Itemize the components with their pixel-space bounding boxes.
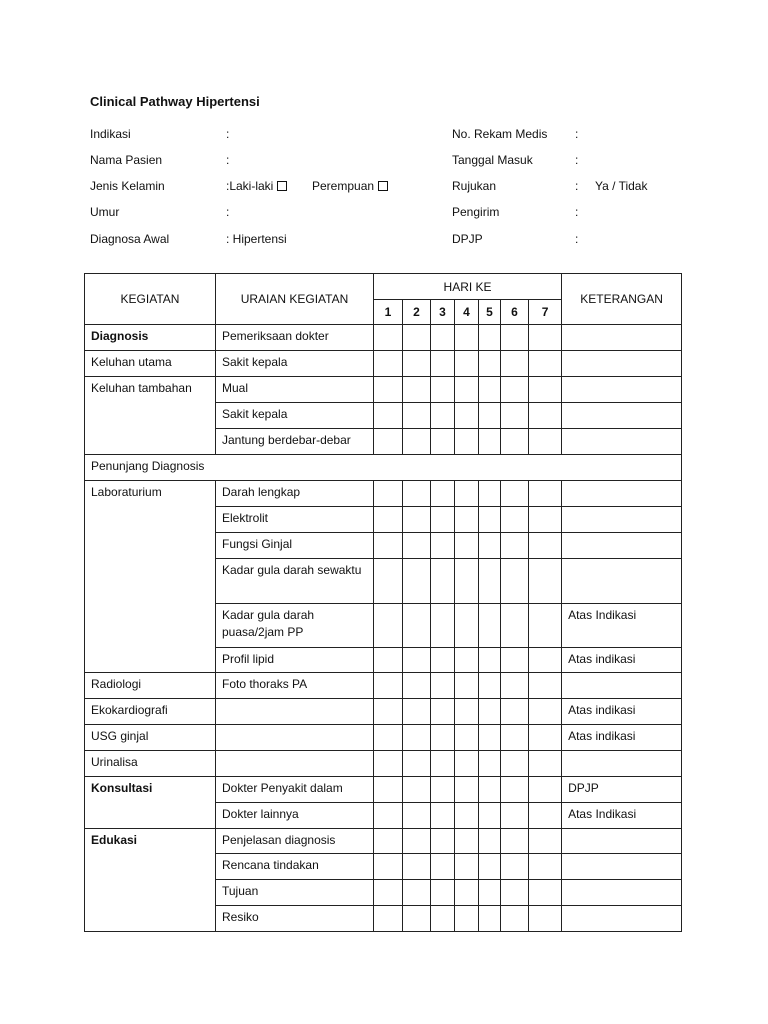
day-1-checkbox-cell[interactable] xyxy=(374,604,403,648)
day-5-checkbox-cell[interactable] xyxy=(479,673,501,699)
table-row xyxy=(85,699,682,725)
uraian-cell: Resiko xyxy=(216,906,374,932)
keterangan-cell xyxy=(562,533,682,559)
document-title: Clinical Pathway Hipertensi xyxy=(90,94,260,109)
keterangan-cell xyxy=(562,325,682,351)
day-2-checkbox-cell[interactable] xyxy=(403,325,431,351)
tanggal-masuk-value[interactable]: : xyxy=(575,153,579,167)
uraian-cell: Elektrolit xyxy=(216,507,374,533)
day-4-checkbox-cell[interactable] xyxy=(455,429,479,455)
keterangan-cell xyxy=(562,403,682,429)
day-1-checkbox-cell[interactable] xyxy=(374,403,403,429)
keterangan-cell xyxy=(562,673,682,699)
keterangan-cell xyxy=(562,880,682,906)
day-7-checkbox-cell[interactable] xyxy=(529,507,562,533)
day-1-checkbox-cell[interactable] xyxy=(374,559,403,604)
day-6-checkbox-cell[interactable] xyxy=(501,725,529,751)
day-7-checkbox-cell[interactable] xyxy=(529,803,562,829)
day-6-checkbox-cell[interactable] xyxy=(501,429,529,455)
keterangan-cell xyxy=(562,854,682,880)
kegiatan-cell: Diagnosis xyxy=(85,325,216,351)
day-5-checkbox-cell[interactable] xyxy=(479,906,501,932)
day-7-checkbox-cell[interactable] xyxy=(529,880,562,906)
day-header-7: 7 xyxy=(529,300,562,325)
jenis-kelamin-label: Jenis Kelamin xyxy=(90,179,165,193)
day-header-1: 1 xyxy=(374,300,403,325)
day-5-checkbox-cell[interactable] xyxy=(479,699,501,725)
day-header-6: 6 xyxy=(501,300,529,325)
day-5-checkbox-cell[interactable] xyxy=(479,751,501,777)
day-7-checkbox-cell[interactable] xyxy=(529,725,562,751)
table-row xyxy=(85,777,682,803)
day-2-checkbox-cell[interactable] xyxy=(403,777,431,803)
day-7-checkbox-cell[interactable] xyxy=(529,699,562,725)
uraian-cell: Darah lengkap xyxy=(216,481,374,507)
keterangan-cell: Atas Indikasi xyxy=(562,604,682,648)
day-1-checkbox-cell[interactable] xyxy=(374,429,403,455)
kegiatan-cell: Ekokardiografi xyxy=(85,699,216,725)
day-1-checkbox-cell[interactable] xyxy=(374,880,403,906)
kegiatan-cell: USG ginjal xyxy=(85,725,216,751)
day-6-checkbox-cell[interactable] xyxy=(501,880,529,906)
day-5-checkbox-cell[interactable] xyxy=(479,854,501,880)
day-2-checkbox-cell[interactable] xyxy=(403,880,431,906)
day-7-checkbox-cell[interactable] xyxy=(529,325,562,351)
table-row xyxy=(85,351,682,377)
day-7-checkbox-cell[interactable] xyxy=(529,481,562,507)
day-1-checkbox-cell[interactable] xyxy=(374,725,403,751)
day-2-checkbox-cell[interactable] xyxy=(403,403,431,429)
table-row xyxy=(85,751,682,777)
day-4-checkbox-cell[interactable] xyxy=(455,854,479,880)
day-2-checkbox-cell[interactable] xyxy=(403,559,431,604)
day-2-checkbox-cell[interactable] xyxy=(403,429,431,455)
day-6-checkbox-cell[interactable] xyxy=(501,325,529,351)
laki-laki-checkbox[interactable] xyxy=(277,181,287,191)
day-1-checkbox-cell[interactable] xyxy=(374,648,403,673)
day-header-5: 5 xyxy=(479,300,501,325)
day-3-checkbox-cell[interactable] xyxy=(431,481,455,507)
day-3-checkbox-cell[interactable] xyxy=(431,751,455,777)
header-hari-ke: HARI KE xyxy=(374,274,562,300)
day-5-checkbox-cell[interactable] xyxy=(479,377,501,403)
day-7-checkbox-cell[interactable] xyxy=(529,751,562,777)
day-6-checkbox-cell[interactable] xyxy=(501,533,529,559)
umur-value[interactable]: : xyxy=(226,205,230,219)
day-6-checkbox-cell[interactable] xyxy=(501,673,529,699)
day-4-checkbox-cell[interactable] xyxy=(455,351,479,377)
day-1-checkbox-cell[interactable] xyxy=(374,854,403,880)
day-7-checkbox-cell[interactable] xyxy=(529,604,562,648)
day-3-checkbox-cell[interactable] xyxy=(431,777,455,803)
day-4-checkbox-cell[interactable] xyxy=(455,751,479,777)
day-5-checkbox-cell[interactable] xyxy=(479,559,501,604)
table-row xyxy=(85,829,682,854)
day-2-checkbox-cell[interactable] xyxy=(403,533,431,559)
kegiatan-cell: Konsultasi xyxy=(85,777,216,829)
day-3-checkbox-cell[interactable] xyxy=(431,725,455,751)
uraian-cell: Tujuan xyxy=(216,880,374,906)
perempuan-label: Perempuan xyxy=(312,179,375,193)
section-penunjang-diagnosis: Penunjang Diagnosis xyxy=(85,455,682,481)
uraian-cell xyxy=(216,751,374,777)
day-4-checkbox-cell[interactable] xyxy=(455,403,479,429)
day-7-checkbox-cell[interactable] xyxy=(529,648,562,673)
day-5-checkbox-cell[interactable] xyxy=(479,604,501,648)
pengirim-label: Pengirim xyxy=(452,205,500,219)
table-row xyxy=(85,481,682,507)
keterangan-cell xyxy=(562,429,682,455)
day-3-checkbox-cell[interactable] xyxy=(431,699,455,725)
day-3-checkbox-cell[interactable] xyxy=(431,829,455,854)
table-row xyxy=(85,725,682,751)
uraian-cell: Rencana tindakan xyxy=(216,854,374,880)
day-3-checkbox-cell[interactable] xyxy=(431,906,455,932)
rujukan-colon: : xyxy=(575,179,579,193)
day-1-checkbox-cell[interactable] xyxy=(374,673,403,699)
day-7-checkbox-cell[interactable] xyxy=(529,829,562,854)
day-7-checkbox-cell[interactable] xyxy=(529,377,562,403)
day-4-checkbox-cell[interactable] xyxy=(455,559,479,604)
kegiatan-cell: Radiologi xyxy=(85,673,216,699)
nama-pasien-value[interactable]: : xyxy=(226,153,230,167)
day-1-checkbox-cell[interactable] xyxy=(374,777,403,803)
day-6-checkbox-cell[interactable] xyxy=(501,604,529,648)
day-2-checkbox-cell[interactable] xyxy=(403,854,431,880)
rekam-medis-label: No. Rekam Medis xyxy=(452,127,548,141)
day-5-checkbox-cell[interactable] xyxy=(479,648,501,673)
day-4-checkbox-cell[interactable] xyxy=(455,673,479,699)
day-4-checkbox-cell[interactable] xyxy=(455,699,479,725)
uraian-cell: Fungsi Ginjal xyxy=(216,533,374,559)
day-1-checkbox-cell[interactable] xyxy=(374,533,403,559)
kegiatan-cell: Urinalisa xyxy=(85,751,216,777)
day-2-checkbox-cell[interactable] xyxy=(403,906,431,932)
day-6-checkbox-cell[interactable] xyxy=(501,699,529,725)
jenis-kelamin-laki xyxy=(226,179,287,193)
day-2-checkbox-cell[interactable] xyxy=(403,829,431,854)
day-3-checkbox-cell[interactable] xyxy=(431,803,455,829)
day-7-checkbox-cell[interactable] xyxy=(529,906,562,932)
keterangan-cell xyxy=(562,481,682,507)
day-6-checkbox-cell[interactable] xyxy=(501,559,529,604)
day-6-checkbox-cell[interactable] xyxy=(501,803,529,829)
day-3-checkbox-cell[interactable] xyxy=(431,351,455,377)
table-row xyxy=(85,673,682,699)
keterangan-cell xyxy=(562,507,682,533)
day-1-checkbox-cell[interactable] xyxy=(374,325,403,351)
indikasi-label: Indikasi xyxy=(90,127,131,141)
day-6-checkbox-cell[interactable] xyxy=(501,403,529,429)
day-header-2: 2 xyxy=(403,300,431,325)
day-4-checkbox-cell[interactable] xyxy=(455,481,479,507)
keterangan-cell xyxy=(562,377,682,403)
day-6-checkbox-cell[interactable] xyxy=(501,829,529,854)
day-3-checkbox-cell[interactable] xyxy=(431,325,455,351)
table-row xyxy=(85,455,682,481)
day-4-checkbox-cell[interactable] xyxy=(455,648,479,673)
day-2-checkbox-cell[interactable] xyxy=(403,377,431,403)
day-3-checkbox-cell[interactable] xyxy=(431,507,455,533)
nama-pasien-label: Nama Pasien xyxy=(90,153,163,167)
kegiatan-cell: Keluhan utama xyxy=(85,351,216,377)
day-header-4: 4 xyxy=(455,300,479,325)
day-3-checkbox-cell[interactable] xyxy=(431,559,455,604)
header-keterangan: KETERANGAN xyxy=(562,274,682,325)
rujukan-value[interactable]: Ya / Tidak xyxy=(595,179,648,193)
header-uraian: URAIAN KEGIATAN xyxy=(216,274,374,325)
day-5-checkbox-cell[interactable] xyxy=(479,777,501,803)
day-1-checkbox-cell[interactable] xyxy=(374,699,403,725)
umur-label: Umur xyxy=(90,205,120,219)
day-2-checkbox-cell[interactable] xyxy=(403,725,431,751)
day-3-checkbox-cell[interactable] xyxy=(431,533,455,559)
day-2-checkbox-cell[interactable] xyxy=(403,351,431,377)
indikasi-value[interactable]: : xyxy=(226,127,230,141)
table-body xyxy=(85,325,682,932)
day-7-checkbox-cell[interactable] xyxy=(529,777,562,803)
day-5-checkbox-cell[interactable] xyxy=(479,325,501,351)
day-5-checkbox-cell[interactable] xyxy=(479,507,501,533)
day-5-checkbox-cell[interactable] xyxy=(479,829,501,854)
day-1-checkbox-cell[interactable] xyxy=(374,906,403,932)
day-7-checkbox-cell[interactable] xyxy=(529,673,562,699)
day-4-checkbox-cell[interactable] xyxy=(455,533,479,559)
uraian-cell: Jantung berdebar-debar xyxy=(216,429,374,455)
dpjp-label: DPJP xyxy=(452,232,483,246)
kegiatan-cell: Keluhan tambahan xyxy=(85,377,216,455)
pathway-table xyxy=(84,273,682,932)
day-3-checkbox-cell[interactable] xyxy=(431,403,455,429)
day-2-checkbox-cell[interactable] xyxy=(403,751,431,777)
keterangan-cell xyxy=(562,751,682,777)
day-4-checkbox-cell[interactable] xyxy=(455,906,479,932)
day-4-checkbox-cell[interactable] xyxy=(455,725,479,751)
laki-laki-label: :Laki-laki xyxy=(226,179,274,193)
keterangan-cell: Atas indikasi xyxy=(562,699,682,725)
day-6-checkbox-cell[interactable] xyxy=(501,648,529,673)
day-6-checkbox-cell[interactable] xyxy=(501,854,529,880)
day-4-checkbox-cell[interactable] xyxy=(455,325,479,351)
day-7-checkbox-cell[interactable] xyxy=(529,351,562,377)
uraian-cell: Penjelasan diagnosis xyxy=(216,829,374,854)
day-3-checkbox-cell[interactable] xyxy=(431,429,455,455)
rekam-medis-value[interactable]: : xyxy=(575,127,579,141)
day-1-checkbox-cell[interactable] xyxy=(374,751,403,777)
kegiatan-cell: Laboraturium xyxy=(85,481,216,673)
day-1-checkbox-cell[interactable] xyxy=(374,351,403,377)
day-6-checkbox-cell[interactable] xyxy=(501,906,529,932)
day-header-3: 3 xyxy=(431,300,455,325)
keterangan-cell xyxy=(562,559,682,604)
dpjp-value[interactable]: : xyxy=(575,232,579,246)
uraian-cell: Kadar gula darah sewaktu xyxy=(216,559,374,604)
day-4-checkbox-cell[interactable] xyxy=(455,377,479,403)
diagnosa-awal-label: Diagnosa Awal xyxy=(90,232,170,246)
uraian-cell: Sakit kepala xyxy=(216,351,374,377)
day-1-checkbox-cell[interactable] xyxy=(374,829,403,854)
day-5-checkbox-cell[interactable] xyxy=(479,725,501,751)
day-5-checkbox-cell[interactable] xyxy=(479,403,501,429)
tanggal-masuk-label: Tanggal Masuk xyxy=(452,153,533,167)
day-2-checkbox-cell[interactable] xyxy=(403,604,431,648)
day-2-checkbox-cell[interactable] xyxy=(403,803,431,829)
table-row xyxy=(85,377,682,403)
keterangan-cell xyxy=(562,906,682,932)
day-6-checkbox-cell[interactable] xyxy=(501,751,529,777)
day-5-checkbox-cell[interactable] xyxy=(479,429,501,455)
pengirim-value[interactable]: : xyxy=(575,205,579,219)
day-5-checkbox-cell[interactable] xyxy=(479,533,501,559)
day-3-checkbox-cell[interactable] xyxy=(431,673,455,699)
day-1-checkbox-cell[interactable] xyxy=(374,481,403,507)
uraian-cell xyxy=(216,699,374,725)
day-3-checkbox-cell[interactable] xyxy=(431,377,455,403)
day-5-checkbox-cell[interactable] xyxy=(479,880,501,906)
day-1-checkbox-cell[interactable] xyxy=(374,507,403,533)
keterangan-cell xyxy=(562,351,682,377)
day-2-checkbox-cell[interactable] xyxy=(403,648,431,673)
header-kegiatan: KEGIATAN xyxy=(85,274,216,325)
day-6-checkbox-cell[interactable] xyxy=(501,507,529,533)
day-7-checkbox-cell[interactable] xyxy=(529,559,562,604)
day-4-checkbox-cell[interactable] xyxy=(455,829,479,854)
diagnosa-awal-value[interactable]: : Hipertensi xyxy=(226,232,287,246)
keterangan-cell: Atas indikasi xyxy=(562,725,682,751)
day-6-checkbox-cell[interactable] xyxy=(501,481,529,507)
keterangan-cell xyxy=(562,829,682,854)
keterangan-cell: Atas indikasi xyxy=(562,648,682,673)
uraian-cell: Dokter Penyakit dalam xyxy=(216,777,374,803)
kegiatan-cell: Edukasi xyxy=(85,829,216,932)
day-7-checkbox-cell[interactable] xyxy=(529,403,562,429)
table-row xyxy=(85,325,682,351)
day-1-checkbox-cell[interactable] xyxy=(374,377,403,403)
day-2-checkbox-cell[interactable] xyxy=(403,673,431,699)
day-3-checkbox-cell[interactable] xyxy=(431,854,455,880)
day-5-checkbox-cell[interactable] xyxy=(479,481,501,507)
day-4-checkbox-cell[interactable] xyxy=(455,507,479,533)
uraian-cell: Dokter lainnya xyxy=(216,803,374,829)
day-2-checkbox-cell[interactable] xyxy=(403,507,431,533)
day-2-checkbox-cell[interactable] xyxy=(403,481,431,507)
day-3-checkbox-cell[interactable] xyxy=(431,880,455,906)
day-5-checkbox-cell[interactable] xyxy=(479,803,501,829)
day-6-checkbox-cell[interactable] xyxy=(501,377,529,403)
day-3-checkbox-cell[interactable] xyxy=(431,604,455,648)
day-7-checkbox-cell[interactable] xyxy=(529,533,562,559)
uraian-cell: Profil lipid xyxy=(216,648,374,673)
rujukan-label: Rujukan xyxy=(452,179,497,193)
day-2-checkbox-cell[interactable] xyxy=(403,699,431,725)
uraian-cell xyxy=(216,725,374,751)
uraian-cell: Mual xyxy=(216,377,374,403)
uraian-cell: Pemeriksaan dokter xyxy=(216,325,374,351)
day-4-checkbox-cell[interactable] xyxy=(455,880,479,906)
day-6-checkbox-cell[interactable] xyxy=(501,351,529,377)
keterangan-cell: DPJP xyxy=(562,777,682,803)
day-5-checkbox-cell[interactable] xyxy=(479,351,501,377)
day-6-checkbox-cell[interactable] xyxy=(501,777,529,803)
day-1-checkbox-cell[interactable] xyxy=(374,803,403,829)
day-3-checkbox-cell[interactable] xyxy=(431,648,455,673)
jenis-kelamin-perempuan xyxy=(312,179,388,193)
uraian-cell: Kadar gula darah puasa/2jam PP xyxy=(216,604,374,648)
day-7-checkbox-cell[interactable] xyxy=(529,429,562,455)
uraian-cell: Foto thoraks PA xyxy=(216,673,374,699)
uraian-cell: Sakit kepala xyxy=(216,403,374,429)
keterangan-cell: Atas Indikasi xyxy=(562,803,682,829)
day-4-checkbox-cell[interactable] xyxy=(455,803,479,829)
day-4-checkbox-cell[interactable] xyxy=(455,604,479,648)
day-4-checkbox-cell[interactable] xyxy=(455,777,479,803)
perempuan-checkbox[interactable] xyxy=(378,181,388,191)
day-7-checkbox-cell[interactable] xyxy=(529,854,562,880)
